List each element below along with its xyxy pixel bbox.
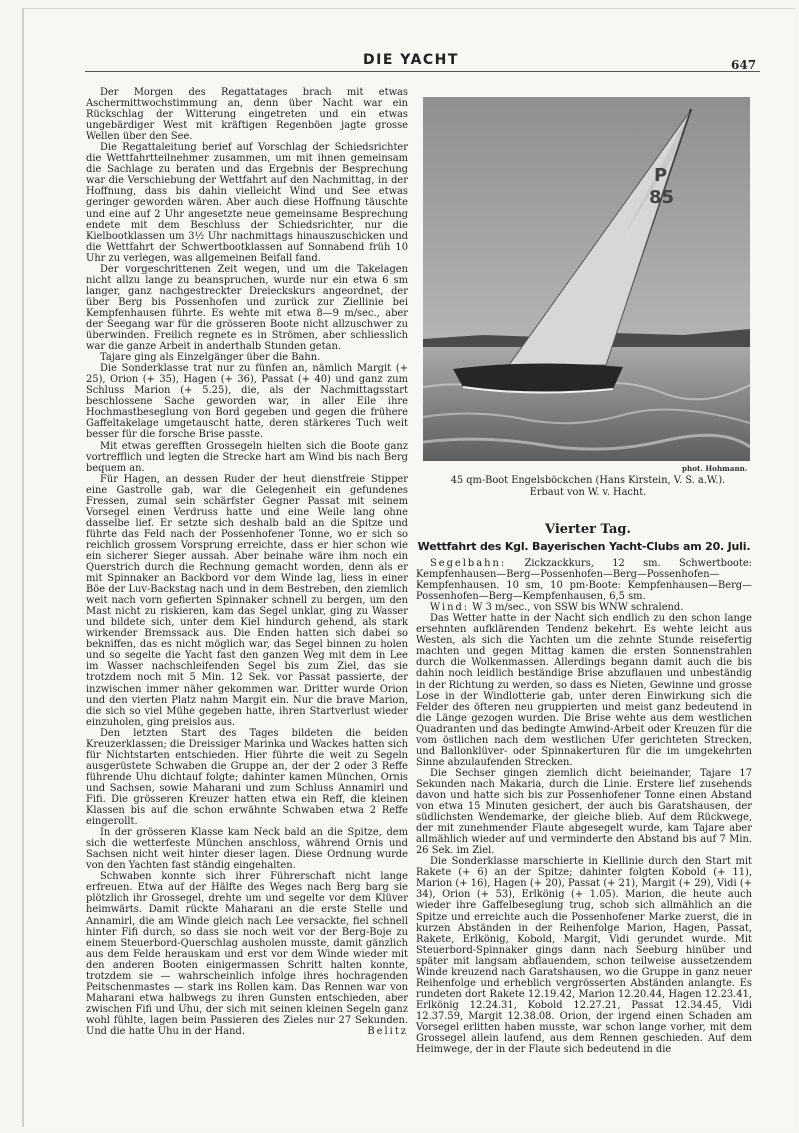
paragraph: Der vorgeschrittenen Zeit wegen, und um die Takelagen nicht allzu lange zu beanspruchen, wurde nur ein etwa 6 sm langer, ganz nachgestreckter Dreieckskurs angeordnet, der über Berg bis Possenhofen und zurück zur Ziellinie bei Kempfenhausen führte. Es wehte mit etwa 8—9 m/sec., aber der Seegang war für die grösseren Boote nicht allzuschwer zu überwinden. Freilich regnete es in Strömen, aber schliesslich war die ganze Arbeit in anderthalb Stunden getan.	[86, 263, 408, 353]
paragraph: Die Sonderklasse marschierte in Kiellinie durch den Start mit Rakete (+ 6) an der Spitze; dahinter folgten Kobold (+ 11), Marion (+ 16), Hagen (+ 20), Passat (+ 21), Margit (+ 29), Vidi (+ 34), Orion (+ 53), Erlkönig (+ 1.05). Marion, die heute auch wieder ihre Gaffelbeseglung trug, schob sich allmählich an die Spitze und erreichte auch die Possenhofener Marke zuerst, die in kurzen Abständen in der Reihenfolge Marion, Hagen, Passat, Rakete, Erlkönig, Kobold, Margit, Vidi gerundet wurde. Mit Steuerbord-Spinnaker gings dann nach Seeburg hinüber und später mit langsam abflauendem, schon teilweise aussetzendem Winde kreuzend nach Garatshausen, wo die Gruppe in ganz neuer Reihenfolge und erheblich vergrösserten Abständen anlangte. Es rundeten dort Rakete 12.19.42, Marion 12.20.44, Hagen 12.23.41, Erlkönig 12.24.31, Kobold 12.27.21, Passat 12.34.45, Vidi 12.37.59, Margit 12.38.08. Orion, der irgend einen Schaden am Vorsegel erlitten haben musste, war schon lange vorher, mit dem Grossegel allein laufend, aus dem Rennen geschieden. Auf dem Heimwege, der in der Flaute sich bedeutend in die	[416, 856, 752, 1056]
photo-caption	[423, 475, 753, 499]
paragraph: In der grösseren Klasse kam Neck bald an die Spitze, dem sich die wetterfeste München anschloss, während Ornis und Sachsen nicht weit hinter dieser lagen. Diese Ordnung wurde von den Yachten fast ständig eingehalten.	[86, 827, 408, 872]
course-info	[416, 558, 752, 602]
paragraph: Der Morgen des Regattatages brach mit etwas Aschermittwochstimmung an, denn über Nacht war ein Rückschlag der Witterung eingetreten und ein etwas ungebärdiger West mit kräftigen Regenböen jagte grosse Wellen über den See.	[86, 87, 408, 143]
caption-line: Erbaut von W. v. Hacht.	[529, 487, 647, 498]
sail-letter: P	[654, 165, 668, 186]
paragraph: Das Wetter hatte in der Nacht sich endlich zu den schon lange ersehnten aufklärenden Tendenz bekehrt. Es wehte leicht aus Westen, als sich die Yachten um die zehnte Stunde reisefertig machten und gegen Mittag kamen die ersten Sonnenstrahlen durch die Wolkenmassen. Allerdings begann damit auch die bis dahin noch leidlich beständige Brise abzuflauen und unbeständig in der Richtung zu werden, so dass es Nieten, Gewinne und grosse Lose in der Windlotterie gab, unter deren Einwirkung sich die Felder des öfteren neu gruppierten und meist ganz bedeutend in die Länge gezogen wurden. Die Brise wehte aus dem westlichen Quadranten und das bedingte Amwind-Arbeit oder Kreuzen für die vom östlichen nach dem westlichen Ufer gerichteten Strecken, und Ballonklüver- oder Spinnakerturen für die im umgekehrten Sinne abzulaufenden Strecken.	[416, 613, 752, 768]
paragraph: Die Sechser gingen ziemlich dicht beieinander, Tajare 17 Sekunden nach Makaria, durch die Linie. Erstere lief zusehends davon und hatte sich bis zur Possenhofener Tonne einen Abstand von etwa 15 Minuten gesichert, der auch bis Garatshausen, der südlichsten Wendemarke, der gleiche blieb. Auf dem Rückwege, der mit zunehmender Flaute abgesegelt wurde, kam Tajare aber allmählich wieder auf und verminderte den Abstand bis auf 7 Min. 26 Sek. im Ziel.	[416, 767, 752, 857]
paragraph: Für Hagen, an dessen Ruder der heut dienstfreie Stipper eine Gastrolle gab, war die Gelegenheit ein gefundenes Fressen, zumal sein schärfster Gegner Passat mit seinem Vorsegel einen Verdruss hatte und eine Weile lang ohne dasselbe lief. Er setzte sich deshalb bald an die Spitze und führte das Feld nach der Possenhofener Tonne, wo er sich so reichlich grossem Vorsprung erreichte, dass er hier schon wie ein sicherer Sieger aussah. Aber beinahe wäre ihm noch ein Querstrich durch die Rechnung gemacht worden, denn als er mit Spinnaker an Backbord vor dem Winde lag, liess in einer Böe der Luv-Backstag nach und in dem Bestreben, den ziemlich weit nach vorn gefierten Spinnaker schnell zu bergen, um den Mast nicht zu riskieren, kam das Segel unklar, ging zu Wasser und bildete sich, unter dem Kiel hindurch gehend, als stark wirkender Bremssack aus. Die Enden hatten sich dabei so bekniffen, das es nicht möglich war, das Segel binnen zu holen und so segelte die Yacht fast den ganzen Weg mit dem in Lee im Wasser nachschleifenden Segel bis zum Ziel, das sie trotzdem noch mit 5 Min. 12 Sek. vor Passat passierte, der inzwischen immer näher gekommen war. Dritter wurde Orion und den vierten Platz nahm Margit ein. Nur die brave Marion, die sich so viel Mühe gegeben hatte, ihren Startverlust wieder einzuholen, ging preislos aus.	[86, 473, 408, 728]
course-text: Zickzackkurs, 12 sm. Schwertboote: Kempfenhausen—Berg—Possenhofen—Berg—Possenhofen—Kempfenhausen. 10 sm, 10 pm-Boote: Kempfenhausen—Berg—Possenhofen—Berg—Kempfenhausen, 6,5 sm.	[416, 558, 752, 603]
left-column	[86, 87, 408, 1037]
wind-label: Wind:	[430, 602, 470, 614]
author-signature: Belitz	[367, 1026, 408, 1038]
sail-number: 85	[649, 187, 675, 208]
wind-info	[416, 602, 752, 613]
sailboat-photo	[423, 97, 750, 461]
paragraph: Den letzten Start des Tages bildeten die beiden Kreuzerklassen; die Dreissiger Marinka und Wackes hatten sich für Nichtstarten entschieden. Hier führte die weit zu Segeln ausgerüstete Schwaben die Gruppe an, der der 2 oder 3 Reffe führende Uhu dichtauf folgte; dahinter kamen München, Ornis und Sachsen, sowie Maharani und zum Schluss Annamirl und Fifi. Die grösseren Kreuzer hatten etwa ein Reff, die kleinen Klassen bis auf die schon erwähnte Schwaben etwa 2 Reffe eingerollt.	[86, 727, 408, 828]
paragraph: Mit etwas gerefften Grossegeln hielten sich die Boote ganz vortrefflich und legten die Strecke hart am Wind bis nach Berg bequem an.	[86, 440, 408, 474]
paragraph: Schwaben konnte sich ihrer Führerschaft nicht lange erfreuen. Etwa auf der Hälfte des Weges nach Berg barg sie plötzlich ihr Grossegel, drehte um und segelte vor dem Klüver heimwärts. Damit rückte Maharani an die erste Stelle und Annamirl, die am Winde gleich nach Lee versackte, fiel schnell hinter Fifi durch, so dass sie noch weit vor der Berg-Boje zu einem Steuerbord-Querschlag ausholen musste, damit gänzlich aus dem Felde herauskam und erst vor dem Winde wieder mit den anderen Booten einigermassen Schritt halten konnte, trotzdem sie — wahrscheinlich infolge ihres hochragenden Peitschenmastes — stark ins Rollen kam. Das Rennen war von Maharani etwa halbwegs zu ihren Gunsten entschieden, aber zwischen Fifi und Uhu, der sich mit seinen kleinen Segeln ganz wohl fühlte, lagen beim Passieren des Zieles nur 27 Sekunden. Und die hatte Uhu in der Hand.	[86, 871, 408, 1037]
section-title: Vierter Tag.	[544, 522, 632, 537]
paragraph: Die Sonderklasse trat nur zu fünfen an, nämlich Margit (+ 25), Orion (+ 35), Hagen (+ 36), Passat (+ 40) und ganz zum Schluss Marion (+ 5.25), die, als der Nachmittagsstart beschlossene Sache geworden war, in aller Eile ihre Hochmastbeseglung von Bord gegeben und gegen die frühere Gaffeltakelage umgetauscht hatte, deren stärkeres Tuch weit besser für die forsche Brise passte.	[86, 363, 408, 441]
paragraph: Tajare ging als Einzelgänger über die Bahn.	[100, 352, 321, 364]
sailboat-image	[423, 97, 750, 461]
wind-text: W 3 m/sec., von SSW bis WNW schralend.	[472, 602, 684, 614]
course-label: Segelbahn:	[430, 558, 507, 569]
header-rule	[85, 71, 760, 72]
photo-credit: phot. Hohmann.	[682, 464, 748, 473]
page-header-title: DIE YACHT	[363, 52, 459, 68]
page-number: 647	[731, 58, 757, 72]
caption-line: 45 qm-Boot Engelsböckchen (Hans Kirstein, V. S. a.W.).	[450, 475, 726, 486]
right-column	[416, 558, 752, 1055]
paragraph: Die Regattaleitung berief auf Vorschlag der Schiedsrichter die Wettfahrtteilnehmer zusammen, um mit ihnen gemeinsam die Sachlage zu beraten und das Ergebnis der Besprechung war die Verschiebung der Wettfahrt auf den Nachmittag, in der Hoffnung, dass bis dahin vielleicht Wind und See etwas geringer geworden wären. Aber auch diese Hoffnung täuschte und eine auf 2 Uhr angesetzte neue gemeinsame Besprechung endete mit dem Beschluss der Schiedsrichter, nur die Kielbootklassen um 3½ Uhr nachmittags hinauszuschicken und die Wettfahrt der Schwertbootklassen auf Sonnabend früh 10 Uhr zu verlegen, was allgemeinen Beifall fand.	[86, 142, 408, 264]
section-subtitle: Wettfahrt des Kgl. Bayerischen Yacht-Clubs am 20. Juli.	[417, 540, 751, 553]
